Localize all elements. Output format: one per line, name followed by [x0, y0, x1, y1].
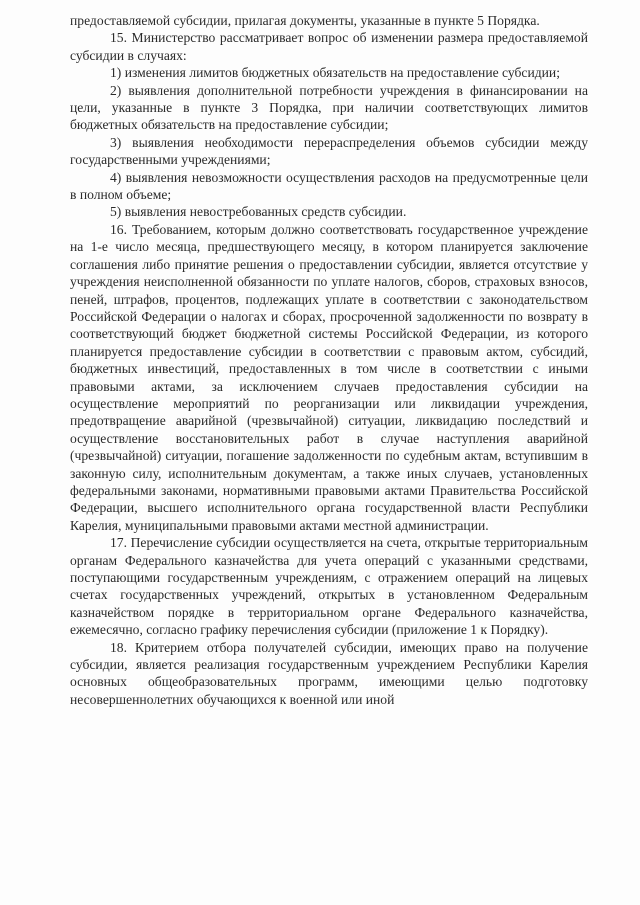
document-body — [70, 12, 588, 708]
paragraph-15-item-1: 1) изменения лимитов бюджетных обязательств на предоставление субсидии; — [110, 65, 560, 81]
paragraph-16: 16. Требованием, которым должно соответствовать государственное учреждение на 1-е число месяца, предшествующего месяцу, в котором планируется заключение соглашения либо принятие решения о предоставлении субсидии, является отсутствие у учреждения неисполненной обязанности по уплате налогов, сборов, страховых взносов, пеней, штрафов, процентов, подлежащих уплате в соответствии с законодательством Российской Федерации о налогах и сборах, просроченной задолженности по возврату в соответствующий бюджет бюджетной системы Российской Федерации, из которого планируется предоставление субсидии в соответствии с правовым актом, субсидий, бюджетных инвестиций, предоставленных в том числе в соответствии с иными правовыми актами, за исключением случаев предоставления субсидии на осуществление мероприятий по реорганизации или ликвидации учреждения, предотвращение аварийной (чрезвычайной) ситуации, ликвидацию последствий и осуществление восстановительных работ в случае наступления аварийной (чрезвычайной) ситуации, погашение задолженности по судебным актам, вступившим в законную силу, исполнительным документам, а также иных случаев, установленных федеральными законами, нормативными правовыми актами Правительства Российской Федерации, высшего исполнительного органа государственной власти Республики Карелия, муниципальными правовыми актами местной администрации. — [70, 221, 588, 533]
paragraph-15-item-2: 2) выявления дополнительной потребности учреждения в финансировании на цели, указанные в пункте 3 Порядка, при наличии соответствующих лимитов бюджетных обязательств на предоставление субсидии; — [70, 82, 588, 133]
paragraph-15-item-5: 5) выявления невостребованных средств субсидии. — [110, 204, 407, 220]
paragraph-15-item-4: 4) выявления невозможности осуществления расходов на предусмотренные цели в полном объеме; — [70, 169, 588, 203]
paragraph-continuation: предоставляемой субсидии, прилагая документы, указанные в пункте 5 Порядка. — [70, 13, 540, 28]
paragraph-15: 15. Министерство рассматривает вопрос об изменении размера предоставляемой субсидии в случаях: — [70, 30, 588, 63]
paragraph-17: 17. Перечисление субсидии осуществляется на счета, открытые территориальным органам Федерального казначейства для учета операций с указанными средствами, поступающими государственным учреждениям, с отражением операций на лицевых счетах государственных учреждений, открытых в установленном Федеральным казначейством порядке в территориальном органе Федерального казначейства, ежемесячно, согласно графику перечисления субсидии (приложение 1 к Порядку). — [70, 535, 588, 638]
paragraph-18: 18. Критерием отбора получателей субсидии, имеющих право на получение субсидии, является реализация государственным учреждением Республики Карелия основных общеобразовательных программ, имеющими целью подготовку несовершеннолетних обучающихся к военной или иной — [70, 639, 588, 707]
paragraph-15-item-3: 3) выявления необходимости перераспределения объемов субсидии между государственными учреждениями; — [70, 134, 588, 168]
